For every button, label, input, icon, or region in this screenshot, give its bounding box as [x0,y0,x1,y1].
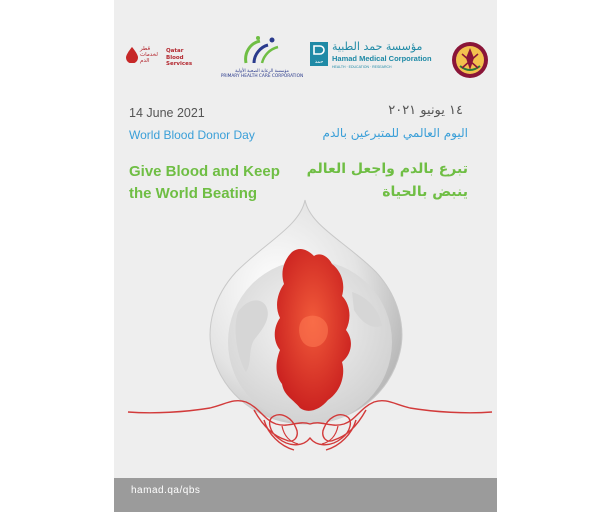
hamad-english-name: Hamad Medical Corporation [332,54,432,63]
hamad-arabic-name: مؤسسة حمد الطبية [332,40,423,53]
qbs-english-name: Qatar Blood Services [166,48,193,67]
poster [114,0,497,512]
phcc-english-name: PRIMARY HEALTH CARE CORPORATION [220,74,304,79]
hamad-mark-text: حمد [314,59,324,65]
qbs-arabic-name: قطر لخدمات الدم [140,46,158,64]
date-arabic: ١٤ يونيو ٢٠٢١ [388,103,463,118]
date-english: 14 June 2021 [129,106,205,120]
event-title-english: World Blood Donor Day [129,128,255,142]
website-link[interactable]: hamad.qa/qbs [131,485,201,496]
hamad-tagline: HEALTH · EDUCATION · RESEARCH [332,65,392,69]
phcc-arabic-name: مؤسسة الرعاية الصحية الأولية [235,69,289,74]
slogan-english: Give Blood and Keep the World Beating [129,163,280,202]
event-title-arabic: اليوم العالمي للمتبرعين بالدم [322,126,468,140]
slogan-arabic: تبرع بالدم واجعل العالم ينبض بالحياة [306,161,468,200]
blood-drop-globe-illustration [114,0,497,478]
